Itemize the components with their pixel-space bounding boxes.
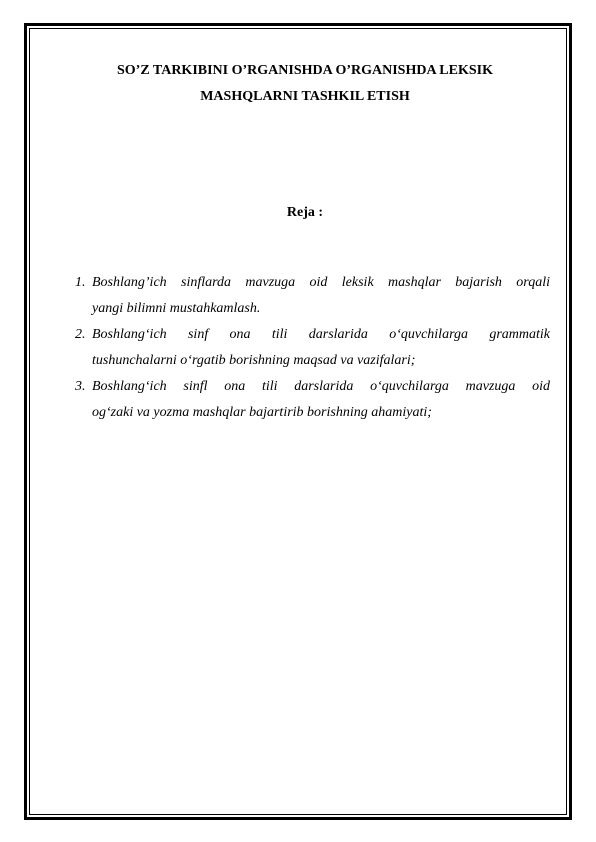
plan-item-3 <box>75 374 550 426</box>
plan-item-number: 2. <box>75 327 86 342</box>
plan-item-number: 3. <box>75 379 86 394</box>
plan-item-text-line: tushunchalarni o‘rgatib borishning maqsad va vazifalari; <box>92 353 416 368</box>
title-line-2: MASHQLARNI TASHKIL ETISH <box>200 89 410 104</box>
plan-heading: Reja : <box>286 205 324 220</box>
plan-item-1 <box>75 270 550 322</box>
plan-item-text-line: og‘zaki va yozma mashqlar bajartirib borishning ahamiyati; <box>92 405 432 420</box>
plan-list <box>75 270 550 426</box>
title-line-1: SO’Z TARKIBINI O’RGANISHDA O’RGANISHDA LEKSIK <box>116 63 493 78</box>
plan-item-text-line: Boshlang’ich sinflarda mavzuga oid leksik mashqlar bajarish orqali <box>92 275 550 290</box>
plan-item-2 <box>75 322 550 374</box>
document-title <box>60 58 550 110</box>
plan-item-text-line: yangi bilimni mustahkamlash. <box>92 301 261 316</box>
plan-item-text-line: Boshlang‘ich sinf ona tili darslarida o‘quvchilarga grammatik <box>92 327 550 342</box>
plan-item-text-line: Boshlang‘ich sinfl ona tili darslarida o‘quvchilarga mavzuga oid <box>92 379 550 394</box>
plan-item-number: 1. <box>75 275 86 290</box>
